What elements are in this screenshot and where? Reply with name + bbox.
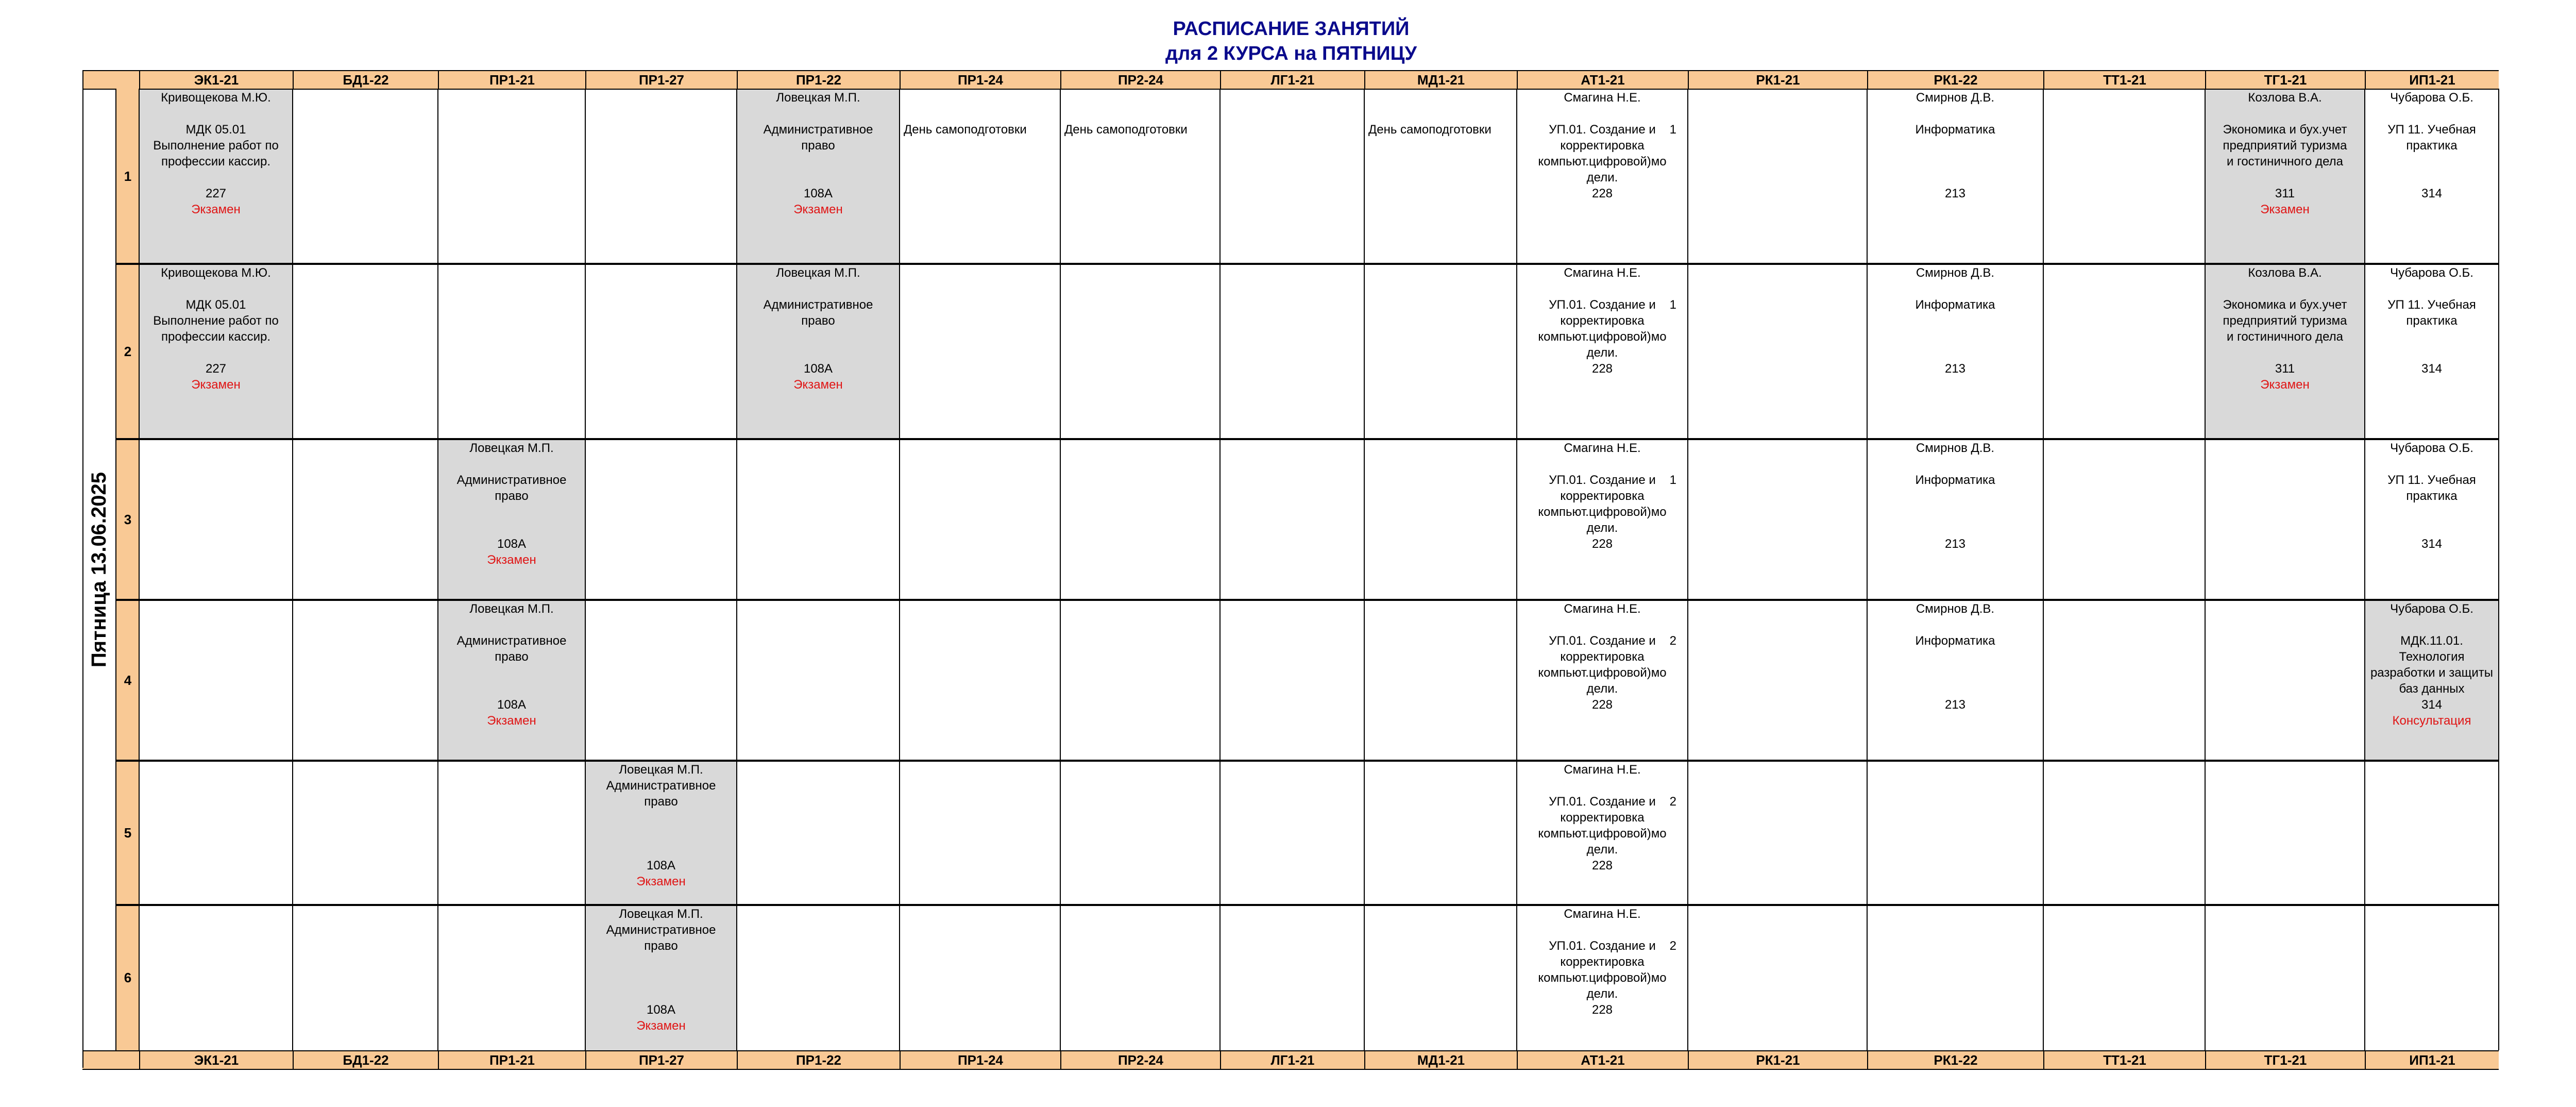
- subject-line: Информатика: [1915, 473, 1995, 487]
- room-number: 227: [205, 187, 227, 200]
- teacher-name: Ловецкая М.П.: [619, 763, 703, 777]
- subject-line: Административное: [606, 779, 716, 793]
- period-number: 3: [116, 439, 139, 600]
- exam-note: Экзамен: [2260, 378, 2310, 392]
- teacher-name: Козлова В.А.: [2248, 266, 2322, 280]
- grid-vline: [2498, 89, 2499, 1050]
- group-header-cell: ТГ1-21: [2205, 71, 2365, 89]
- exam-note: Экзамен: [793, 203, 843, 216]
- exam-note: Экзамен: [191, 203, 241, 216]
- group-header-cell: ТТ1-21: [2043, 71, 2205, 89]
- teacher-name: Смирнов Д.В.: [1916, 91, 1995, 105]
- lesson-cell[interactable]: [1364, 90, 1517, 264]
- subject-line: баз данных: [2399, 682, 2465, 696]
- teacher-name: Ловецкая М.П.: [469, 441, 554, 455]
- teacher-name: Смагина Н.Е.: [1564, 907, 1641, 921]
- grid-hline: [116, 438, 2499, 440]
- exam-note: Экзамен: [636, 1019, 686, 1033]
- group-header-cell: ТГ1-21: [2205, 1051, 2365, 1069]
- page-title: РАСПИСАНИЕ ЗАНЯТИЙ: [1173, 18, 1410, 40]
- lesson-cell[interactable]: [2365, 265, 2499, 439]
- subject-line: Административное: [606, 923, 716, 937]
- room-number: 108А: [497, 537, 527, 551]
- lesson-cell[interactable]: [2365, 440, 2499, 600]
- grid-vline: [736, 89, 737, 1050]
- lesson-cell[interactable]: [737, 265, 900, 439]
- subject-line: компьют.цифровой)мо: [1538, 971, 1667, 985]
- subgroup-number: 2: [1669, 939, 1676, 953]
- subject-line: УП.01. Создание и: [1549, 123, 1656, 137]
- subject-line: практика: [2406, 314, 2458, 328]
- lesson-cell[interactable]: [1517, 601, 1688, 761]
- room-number: 228: [1591, 187, 1613, 200]
- grid-frame-left: [82, 70, 83, 1068]
- group-header-cell: ИП1-21: [2365, 71, 2499, 89]
- subject-line: дели.: [1586, 987, 1618, 1001]
- teacher-name: Смирнов Д.В.: [1916, 441, 1995, 455]
- subject-line: корректировка: [1560, 139, 1645, 153]
- subject-line: УП.01. Создание и: [1549, 473, 1656, 487]
- subject-line: УП 11. Учебная: [2387, 298, 2476, 312]
- grid-hline: [116, 599, 2499, 601]
- teacher-name: Ловецкая М.П.: [619, 907, 703, 921]
- group-header-cell: ЭК1-21: [139, 1051, 293, 1069]
- lesson-cell[interactable]: [900, 90, 1060, 264]
- subject-line: практика: [2406, 139, 2458, 153]
- lesson-cell[interactable]: [438, 601, 585, 761]
- group-header-cell: МД1-21: [1364, 1051, 1517, 1069]
- subject-line: Выполнение работ по: [153, 314, 279, 328]
- subject-line: корректировка: [1560, 650, 1645, 664]
- room-number: 108А: [803, 187, 833, 200]
- subject-line: компьют.цифровой)мо: [1538, 505, 1667, 519]
- group-header-cell: БД1-22: [293, 1051, 438, 1069]
- group-header-cell: МД1-21: [1364, 71, 1517, 89]
- subject-line: Административное: [763, 123, 873, 137]
- subject-line: Административное: [456, 634, 567, 648]
- subject-line: профессии кассир.: [161, 155, 271, 169]
- room-number: 228: [1591, 362, 1613, 376]
- subject-line: УП.01. Создание и: [1549, 795, 1656, 809]
- subject-line: Технология: [2399, 650, 2465, 664]
- header-corner-top: [82, 71, 116, 88]
- lesson-cell[interactable]: [1867, 440, 2043, 600]
- teacher-name: Ловецкая М.П.: [776, 266, 860, 280]
- group-header-cell: ПР1-24: [900, 1051, 1060, 1069]
- group-header-cell: АТ1-21: [1517, 71, 1688, 89]
- subject-line: предприятий туризма: [2223, 139, 2347, 153]
- grid-vline: [1516, 89, 1517, 1050]
- teacher-name: Смирнов Д.В.: [1916, 266, 1995, 280]
- lesson-cell[interactable]: [737, 90, 900, 264]
- lesson-cell[interactable]: [2205, 265, 2365, 439]
- grid-vline: [2205, 89, 2206, 1050]
- lesson-cell[interactable]: [2205, 90, 2365, 264]
- room-number: 314: [2421, 362, 2443, 376]
- exam-note: Экзамен: [487, 553, 536, 567]
- lesson-cell[interactable]: [1867, 90, 2043, 264]
- subject-line: МДК 05.01: [185, 123, 246, 137]
- day-label-column: [82, 89, 116, 1050]
- period-number: 2: [116, 264, 139, 439]
- subject-line: Экономика и бух.учет: [2223, 123, 2347, 137]
- subject-line: и гостиничного дела: [2227, 330, 2343, 344]
- grid-vline: [1687, 89, 1688, 1050]
- lesson-cell[interactable]: [1517, 265, 1688, 439]
- grid-hline: [116, 904, 2499, 906]
- teacher-name: Чубарова О.Б.: [2390, 441, 2473, 455]
- subject-line: УП 11. Учебная: [2387, 473, 2476, 487]
- room-number: 228: [1591, 698, 1613, 712]
- group-header-cell: АТ1-21: [1517, 1051, 1688, 1069]
- subject-line: Выполнение работ по: [153, 139, 279, 153]
- subject-line: корректировка: [1560, 811, 1645, 825]
- subject-line: Информатика: [1915, 634, 1995, 648]
- room-number: 314: [2421, 187, 2443, 200]
- subject-line: право: [801, 314, 835, 328]
- subject-line: и гостиничного дела: [2227, 155, 2343, 169]
- group-header-cell: ПР1-24: [900, 71, 1060, 89]
- grid-vline: [139, 89, 140, 1050]
- group-header-cell: ЛГ1-21: [1220, 1051, 1364, 1069]
- grid-vline: [585, 89, 586, 1050]
- subject-line: дели.: [1586, 682, 1618, 696]
- subject-line: компьют.цифровой)мо: [1538, 827, 1667, 841]
- group-header-cell: ПР1-21: [438, 1051, 585, 1069]
- room-number: 311: [2275, 187, 2295, 200]
- grid-vline: [1060, 89, 1061, 1050]
- teacher-name: Чубарова О.Б.: [2390, 91, 2473, 105]
- exam-note: Экзамен: [191, 378, 241, 392]
- subject-line: компьют.цифровой)мо: [1538, 666, 1667, 680]
- self-study-label: День самоподготовки: [904, 123, 1027, 137]
- subject-line: дели.: [1586, 843, 1618, 857]
- self-study-label: День самоподготовки: [1064, 123, 1188, 137]
- lesson-cell[interactable]: [139, 90, 293, 264]
- room-number: 108А: [497, 698, 527, 712]
- exam-note: Экзамен: [636, 875, 686, 888]
- group-header-cell: ПР1-22: [737, 1051, 900, 1069]
- subject-line: корректировка: [1560, 489, 1645, 503]
- period-number: 5: [116, 761, 139, 905]
- exam-note: Консультация: [2392, 714, 2471, 728]
- subgroup-number: 2: [1669, 795, 1676, 809]
- lesson-cell[interactable]: [585, 762, 737, 905]
- group-header-cell: ТТ1-21: [2043, 1051, 2205, 1069]
- period-number: 4: [116, 600, 139, 761]
- grid-vline: [1219, 89, 1221, 1050]
- lesson-cell[interactable]: [2365, 90, 2499, 264]
- lesson-cell[interactable]: [1867, 265, 2043, 439]
- subject-line: право: [495, 489, 529, 503]
- grid-vline: [2364, 89, 2365, 1050]
- teacher-name: Чубарова О.Б.: [2390, 266, 2473, 280]
- lesson-cell[interactable]: [1867, 601, 2043, 761]
- subject-line: Информатика: [1915, 123, 1995, 137]
- group-header-cell: РК1-21: [1688, 71, 1867, 89]
- subject-line: дели.: [1586, 171, 1618, 184]
- group-header-cell: ПР2-24: [1060, 71, 1220, 89]
- room-number: 213: [1944, 537, 1966, 551]
- teacher-name: Козлова В.А.: [2248, 91, 2322, 105]
- exam-note: Экзамен: [487, 714, 536, 728]
- room-number: 108А: [803, 362, 833, 376]
- subject-line: компьют.цифровой)мо: [1538, 155, 1667, 169]
- room-number: 228: [1591, 537, 1613, 551]
- teacher-name: Ловецкая М.П.: [469, 602, 554, 616]
- group-header-cell: РК1-21: [1688, 1051, 1867, 1069]
- subject-line: право: [801, 139, 835, 153]
- teacher-name: Смагина Н.Е.: [1564, 266, 1641, 280]
- room-number: 213: [1944, 362, 1966, 376]
- subject-line: Информатика: [1915, 298, 1995, 312]
- group-header-cell: ПР2-24: [1060, 1051, 1220, 1069]
- subject-line: компьют.цифровой)мо: [1538, 330, 1667, 344]
- group-header-cell: ЛГ1-21: [1220, 71, 1364, 89]
- group-header-cell: БД1-22: [293, 71, 438, 89]
- teacher-name: Смагина Н.Е.: [1564, 441, 1641, 455]
- subject-line: УП.01. Создание и: [1549, 298, 1656, 312]
- period-number: 6: [116, 905, 139, 1050]
- group-header-cell: ПР1-27: [585, 71, 737, 89]
- subgroup-number: 1: [1669, 473, 1676, 487]
- room-number: 108А: [646, 1003, 676, 1017]
- subject-line: дели.: [1586, 521, 1618, 535]
- lesson-cell[interactable]: [1517, 906, 1688, 1050]
- grid-vline: [1364, 89, 1365, 1050]
- grid-hline: [116, 760, 2499, 762]
- grid-vline: [292, 89, 293, 1050]
- exam-note: Экзамен: [2260, 203, 2310, 216]
- room-number: 228: [1591, 1003, 1613, 1017]
- lesson-cell[interactable]: [1060, 90, 1220, 264]
- subject-line: УП.01. Создание и: [1549, 939, 1656, 953]
- teacher-name: Ловецкая М.П.: [776, 91, 860, 105]
- lesson-cell[interactable]: [1517, 90, 1688, 264]
- group-header-cell: ИП1-21: [2365, 1051, 2499, 1069]
- group-header-row-top: [82, 70, 2499, 90]
- lesson-cell[interactable]: [438, 440, 585, 600]
- subject-line: корректировка: [1560, 314, 1645, 328]
- subject-line: корректировка: [1560, 955, 1645, 969]
- grid-vline: [1867, 89, 1868, 1050]
- self-study-label: День самоподготовки: [1368, 123, 1492, 137]
- lesson-cell[interactable]: [139, 265, 293, 439]
- group-header-cell: ПР1-22: [737, 71, 900, 89]
- grid-vline: [2043, 89, 2044, 1050]
- teacher-name: Смирнов Д.В.: [1916, 602, 1995, 616]
- subgroup-number: 2: [1669, 634, 1676, 648]
- room-number: 314: [2421, 537, 2443, 551]
- group-header-cell: РК1-22: [1867, 71, 2043, 89]
- teacher-name: Кривощекова М.Ю.: [161, 91, 271, 105]
- period-number: 1: [116, 89, 139, 264]
- subject-line: практика: [2406, 489, 2458, 503]
- subject-line: профессии кассир.: [161, 330, 271, 344]
- subgroup-number: 1: [1669, 123, 1676, 137]
- group-header-cell: ПР1-21: [438, 71, 585, 89]
- teacher-name: Смагина Н.Е.: [1564, 763, 1641, 777]
- subject-line: разработки и защиты: [2370, 666, 2494, 680]
- day-label: Пятница 13.06.2025: [88, 472, 111, 667]
- grid-hline: [116, 263, 2499, 265]
- teacher-name: Смагина Н.Е.: [1564, 602, 1641, 616]
- subject-line: право: [495, 650, 529, 664]
- subject-line: УП.01. Создание и: [1549, 634, 1656, 648]
- subject-line: дели.: [1586, 346, 1618, 360]
- lesson-cell[interactable]: [585, 906, 737, 1050]
- subject-line: право: [644, 939, 678, 953]
- subject-line: УП 11. Учебная: [2387, 123, 2476, 137]
- group-header-cell: ПР1-27: [585, 1051, 737, 1069]
- room-number: 314: [2421, 698, 2443, 712]
- group-header-row-bottom: [82, 1050, 2499, 1070]
- lesson-cell[interactable]: [1517, 762, 1688, 905]
- room-number: 311: [2275, 362, 2295, 376]
- teacher-name: Кривощекова М.Ю.: [161, 266, 271, 280]
- subject-line: предприятий туризма: [2223, 314, 2347, 328]
- exam-note: Экзамен: [793, 378, 843, 392]
- lesson-cell[interactable]: [1517, 440, 1688, 600]
- group-header-cell: РК1-22: [1867, 1051, 2043, 1069]
- subject-line: МДК 05.01: [185, 298, 246, 312]
- page-subtitle: для 2 КУРСА на ПЯТНИЦУ: [1165, 43, 1417, 64]
- grid-vline: [899, 89, 900, 1050]
- subgroup-number: 1: [1669, 298, 1676, 312]
- lesson-cell[interactable]: [2365, 601, 2499, 761]
- room-number: 108А: [646, 859, 676, 873]
- teacher-name: Чубарова О.Б.: [2390, 602, 2473, 616]
- subject-line: МДК.11.01.: [2400, 634, 2463, 648]
- room-number: 227: [205, 362, 227, 376]
- subject-line: Административное: [456, 473, 567, 487]
- subject-line: Административное: [763, 298, 873, 312]
- grid-vline: [437, 89, 438, 1050]
- room-number: 213: [1944, 187, 1966, 200]
- group-header-cell: ЭК1-21: [139, 71, 293, 89]
- subject-line: право: [644, 795, 678, 809]
- room-number: 228: [1591, 859, 1613, 873]
- subject-line: Экономика и бух.учет: [2223, 298, 2347, 312]
- teacher-name: Смагина Н.Е.: [1564, 91, 1641, 105]
- header-corner-bottom: [82, 1051, 116, 1068]
- room-number: 213: [1944, 698, 1966, 712]
